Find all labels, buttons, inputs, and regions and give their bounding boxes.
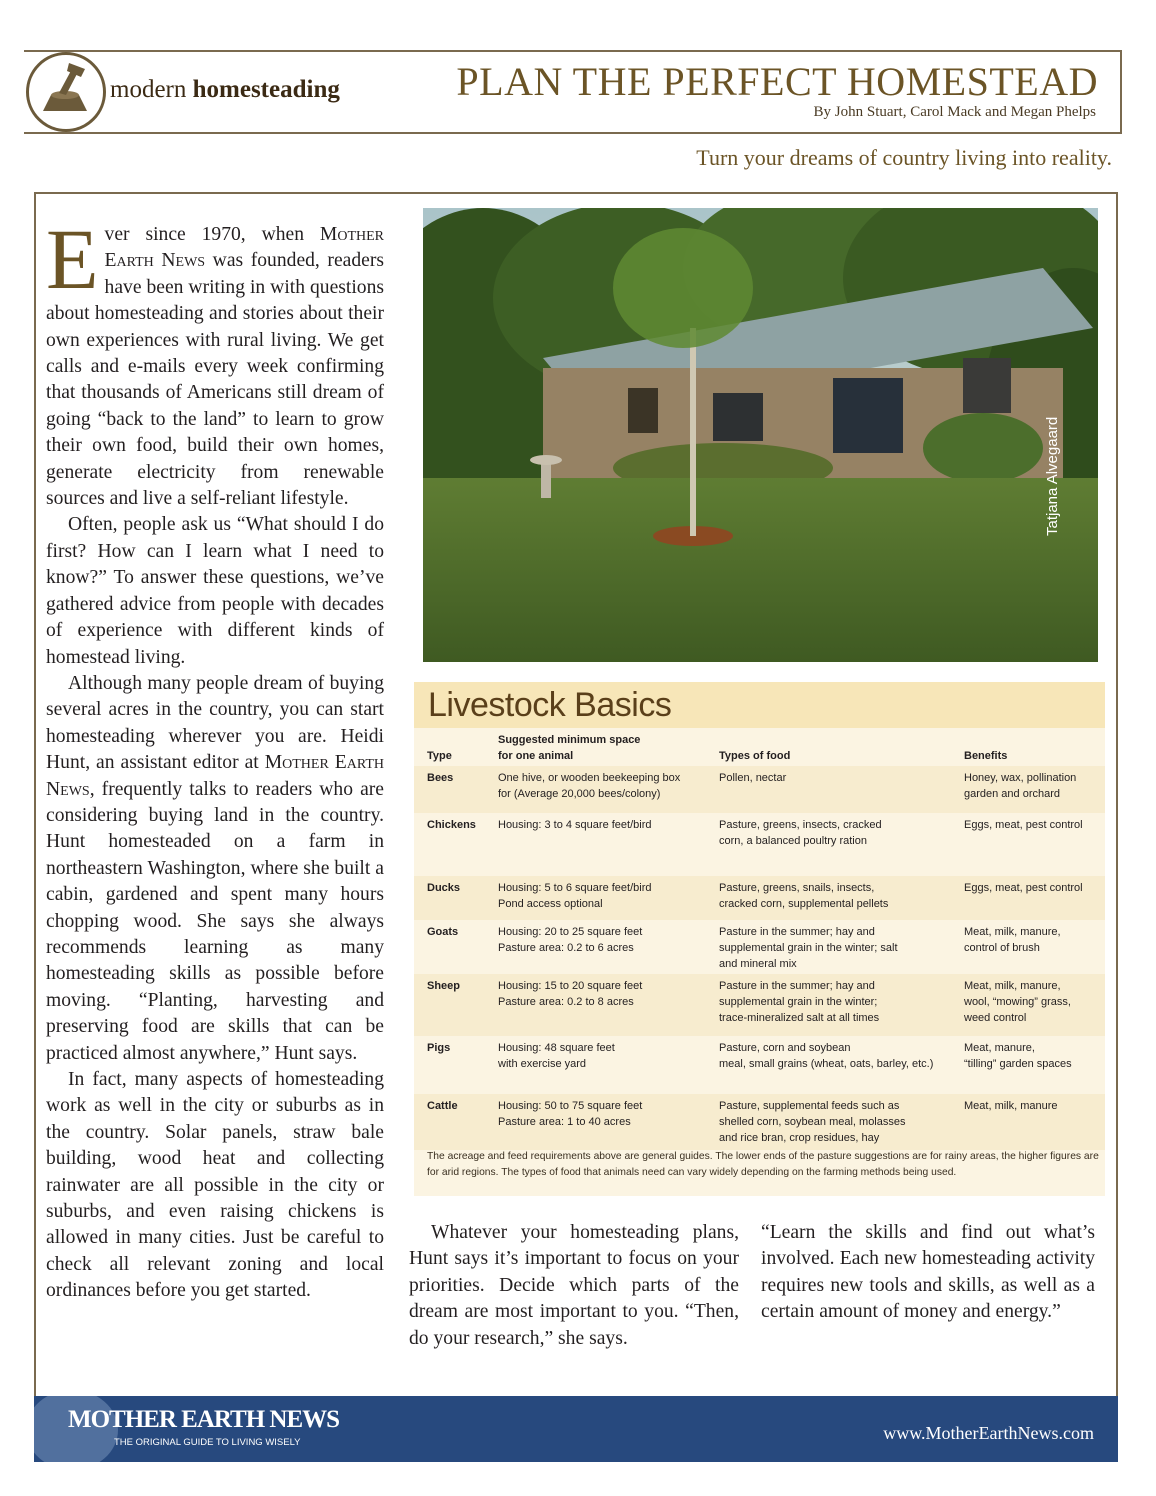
stump-axe-logo-icon — [26, 52, 106, 132]
cell-benefits — [964, 770, 1099, 802]
cell-line: Housing: 48 square feet — [498, 1042, 615, 1054]
cell-line: corn, a balanced poultry ration — [719, 835, 867, 847]
drop-cap: E — [46, 211, 99, 307]
brand-light: modern — [110, 76, 187, 103]
cell-space — [498, 1098, 713, 1130]
cell-line: weed control — [964, 1012, 1027, 1024]
article-paragraph-2: Often, people ask us “What should I do first? How can I learn what I need to know?” To answer these questions, we’ve gathered advice from people with decades of experience with different kinds of homestead living. — [46, 514, 384, 668]
cell-food — [719, 770, 957, 786]
cell-line: Pollen, nectar — [719, 772, 787, 784]
table-row — [414, 876, 1105, 920]
cell-benefits — [964, 978, 1099, 1026]
livestock-basics-box — [414, 682, 1105, 1196]
p3-text-a: Although many people dream of buying several acres in the country, you can start homesteading wherever you are. Heidi Hunt, an assistant editor at — [46, 672, 384, 774]
cell-line: meal, small grains (wheat, oats, barley, etc.) — [719, 1058, 934, 1070]
cell-line: Eggs, meat, pest control — [964, 819, 1083, 831]
cell-line: Housing: 3 to 4 square feet/bird — [498, 819, 652, 831]
cell-line: Pasture in the summer; hay and — [719, 980, 875, 992]
cell-benefits — [964, 817, 1099, 833]
footer-website-link[interactable]: www.MotherEarthNews.com — [883, 1423, 1094, 1443]
p1-text-a: ver since 1970, when — [104, 224, 320, 245]
cell-line: cracked corn, supplemental pellets — [719, 898, 889, 910]
cell-food — [719, 978, 957, 1026]
cell-line: Housing: 20 to 25 square feet — [498, 926, 643, 938]
article-column-3 — [761, 1220, 1095, 1326]
cell-line: trace-mineralized salt at all times — [719, 1012, 880, 1024]
cell-benefits — [964, 924, 1099, 956]
cell-line: Pasture, greens, insects, cracked — [719, 819, 882, 831]
livestock-title-bar — [414, 682, 1105, 728]
cell-type: Goats — [427, 926, 459, 938]
cell-line: Meat, milk, manure — [964, 1100, 1058, 1112]
page-title: PLAN THE PERFECT HOMESTEAD — [456, 59, 1098, 104]
cell-type: Ducks — [427, 882, 461, 894]
cell-type: Cattle — [427, 1100, 458, 1112]
cell-space — [498, 1040, 713, 1072]
table-row — [414, 920, 1105, 974]
section-brand — [110, 76, 340, 104]
article-left-column — [46, 211, 384, 1305]
article-paragraph-4: In fact, many aspects of homesteading work as well in the city or suburbs as in the country. Solar panels, straw bale building, wood heat and collecting rainwater are all possible in the city or suburbs, and even raising chickens is allowed in many cities. Just be careful to check all relevant zoning and local ordinances before you get started. — [46, 1069, 384, 1302]
table-footnote: The acreage and feed requirements above are general guides. The lower ends of the pasture suggestions are for rainy areas, the higher figures are for arid regions. The types of food that animals need can vary widely depending on the farming methods being used. — [427, 1151, 1099, 1178]
article-paragraph-1 — [46, 211, 384, 512]
cell-food — [719, 1040, 957, 1072]
cell-benefits — [964, 880, 1099, 896]
table-row — [414, 766, 1105, 813]
cell-line: Meat, milk, manure, — [964, 980, 1061, 992]
cell-line: Pasture, supplemental feeds such as — [719, 1100, 900, 1112]
cell-food — [719, 1098, 957, 1146]
header-type: Type — [427, 750, 452, 762]
cell-line: Pond access optional — [498, 898, 603, 910]
cell-food — [719, 817, 957, 849]
header-space — [498, 732, 713, 764]
cell-type: Pigs — [427, 1042, 451, 1054]
article-column-2 — [409, 1220, 739, 1352]
cell-benefits — [964, 1040, 1099, 1072]
brand-bold: homesteading — [192, 76, 340, 103]
cell-line: Housing: 50 to 75 square feet — [498, 1100, 643, 1112]
cell-food — [719, 880, 957, 912]
cell-line: control of brush — [964, 942, 1040, 954]
cell-line: Pasture, corn and soybean — [719, 1042, 851, 1054]
cell-space — [498, 770, 713, 802]
cell-line: for (Average 20,000 bees/colony) — [498, 788, 661, 800]
table-row — [414, 1094, 1105, 1150]
header-space-line1: Suggested minimum space — [498, 734, 641, 746]
cell-line: and mineral mix — [719, 958, 797, 970]
footer-bar — [34, 1396, 1118, 1462]
livestock-title: Livestock Basics — [428, 686, 672, 724]
article-paragraph-3 — [46, 671, 384, 1067]
cell-line: Pasture in the summer; hay and — [719, 926, 875, 938]
cell-line: Eggs, meat, pest control — [964, 882, 1083, 894]
subtitle: Turn your dreams of country living into reality. — [696, 145, 1112, 170]
cell-line: Pasture area: 1 to 40 acres — [498, 1116, 631, 1128]
cell-line: supplemental grain in the winter; salt — [719, 942, 898, 954]
header-food: Types of food — [719, 750, 791, 762]
cell-line: Meat, milk, manure, — [964, 926, 1061, 938]
cell-line: and rice bran, crop residues, hay — [719, 1132, 880, 1144]
cell-type: Sheep — [427, 980, 461, 992]
byline: By John Stuart, Carol Mack and Megan Phelps — [813, 104, 1096, 120]
header-benefits: Benefits — [964, 750, 1008, 762]
footer-magazine-name: MOTHER EARTH NEWS — [68, 1406, 340, 1433]
cell-line: with exercise yard — [498, 1058, 587, 1070]
cell-line: Pasture area: 0.2 to 6 acres — [498, 942, 634, 954]
cell-line: supplemental grain in the winter; — [719, 996, 878, 1008]
cell-space — [498, 924, 713, 956]
magazine-name: Mother Earth News — [46, 752, 384, 800]
photo-credit: Tatjana Alvegaard — [1044, 416, 1061, 536]
cell-line: Pasture, greens, snails, insects, — [719, 882, 875, 894]
article-paragraph-5: Whatever your homesteading plans, Hunt says it’s important to focus on your priorities. Decide which parts of the dream are most important to you. “Then, do your research,” she says. — [409, 1222, 739, 1349]
cell-line: shelled corn, soybean meal, molasses — [719, 1116, 906, 1128]
p1-text-b: was founded, readers have been writing in with questions about homesteading and stories about their own experiences with rural living. We get calls and e-mails every week confirming that thousands of Americans still dream of going “back to the land” to learn to grow their own food, build their own homes, generate electricity from renewable sources and live a self-reliant lifestyle. — [46, 250, 384, 510]
table-row — [414, 974, 1105, 1036]
cell-line: garden and orchard — [964, 788, 1061, 800]
cell-food — [719, 924, 957, 972]
cell-line: Housing: 15 to 20 square feet — [498, 980, 643, 992]
cell-line: Honey, wax, pollination — [964, 772, 1077, 784]
homestead-photo — [423, 208, 1098, 662]
cell-space — [498, 978, 713, 1010]
p3-text-b: , frequently talks to readers who are considering buying land in the country. Hunt homesteaded on a farm in northeastern Washington, where she built a cabin, gardened and spent many hours chopping wood. She says she always recommends learning as many homesteading skills as possible before moving. “Planting, harvesting and preserving food are skills that can be practiced almost anywhere,” Hunt says. — [46, 778, 384, 1064]
cell-benefits — [964, 1098, 1099, 1114]
table-header-row — [414, 730, 1105, 766]
cell-line: Pasture area: 0.2 to 8 acres — [498, 996, 634, 1008]
cell-line: Housing: 5 to 6 square feet/bird — [498, 882, 652, 894]
table-row — [414, 1036, 1105, 1094]
cell-type: Chickens — [427, 819, 476, 831]
cell-line: Meat, manure, — [964, 1042, 1035, 1054]
cell-type: Bees — [427, 772, 454, 784]
footer-tagline: THE ORIGINAL GUIDE TO LIVING WISELY — [114, 1437, 301, 1448]
cell-space — [498, 817, 713, 833]
table-row — [414, 813, 1105, 876]
article-paragraph-6: “Learn the skills and find out what’s involved. Each new homesteading activity requires new tools and skills, as well as a certain amount of money and energy.” — [761, 1222, 1095, 1323]
magazine-name: Mother Earth News — [104, 224, 384, 272]
cell-line: One hive, or wooden beekeeping box — [498, 772, 681, 784]
cell-space — [498, 880, 713, 912]
cell-line: wool, “mowing” grass, — [964, 996, 1071, 1008]
cell-line: “tilling” garden spaces — [964, 1058, 1072, 1070]
header-space-line2: for one animal — [498, 750, 574, 762]
